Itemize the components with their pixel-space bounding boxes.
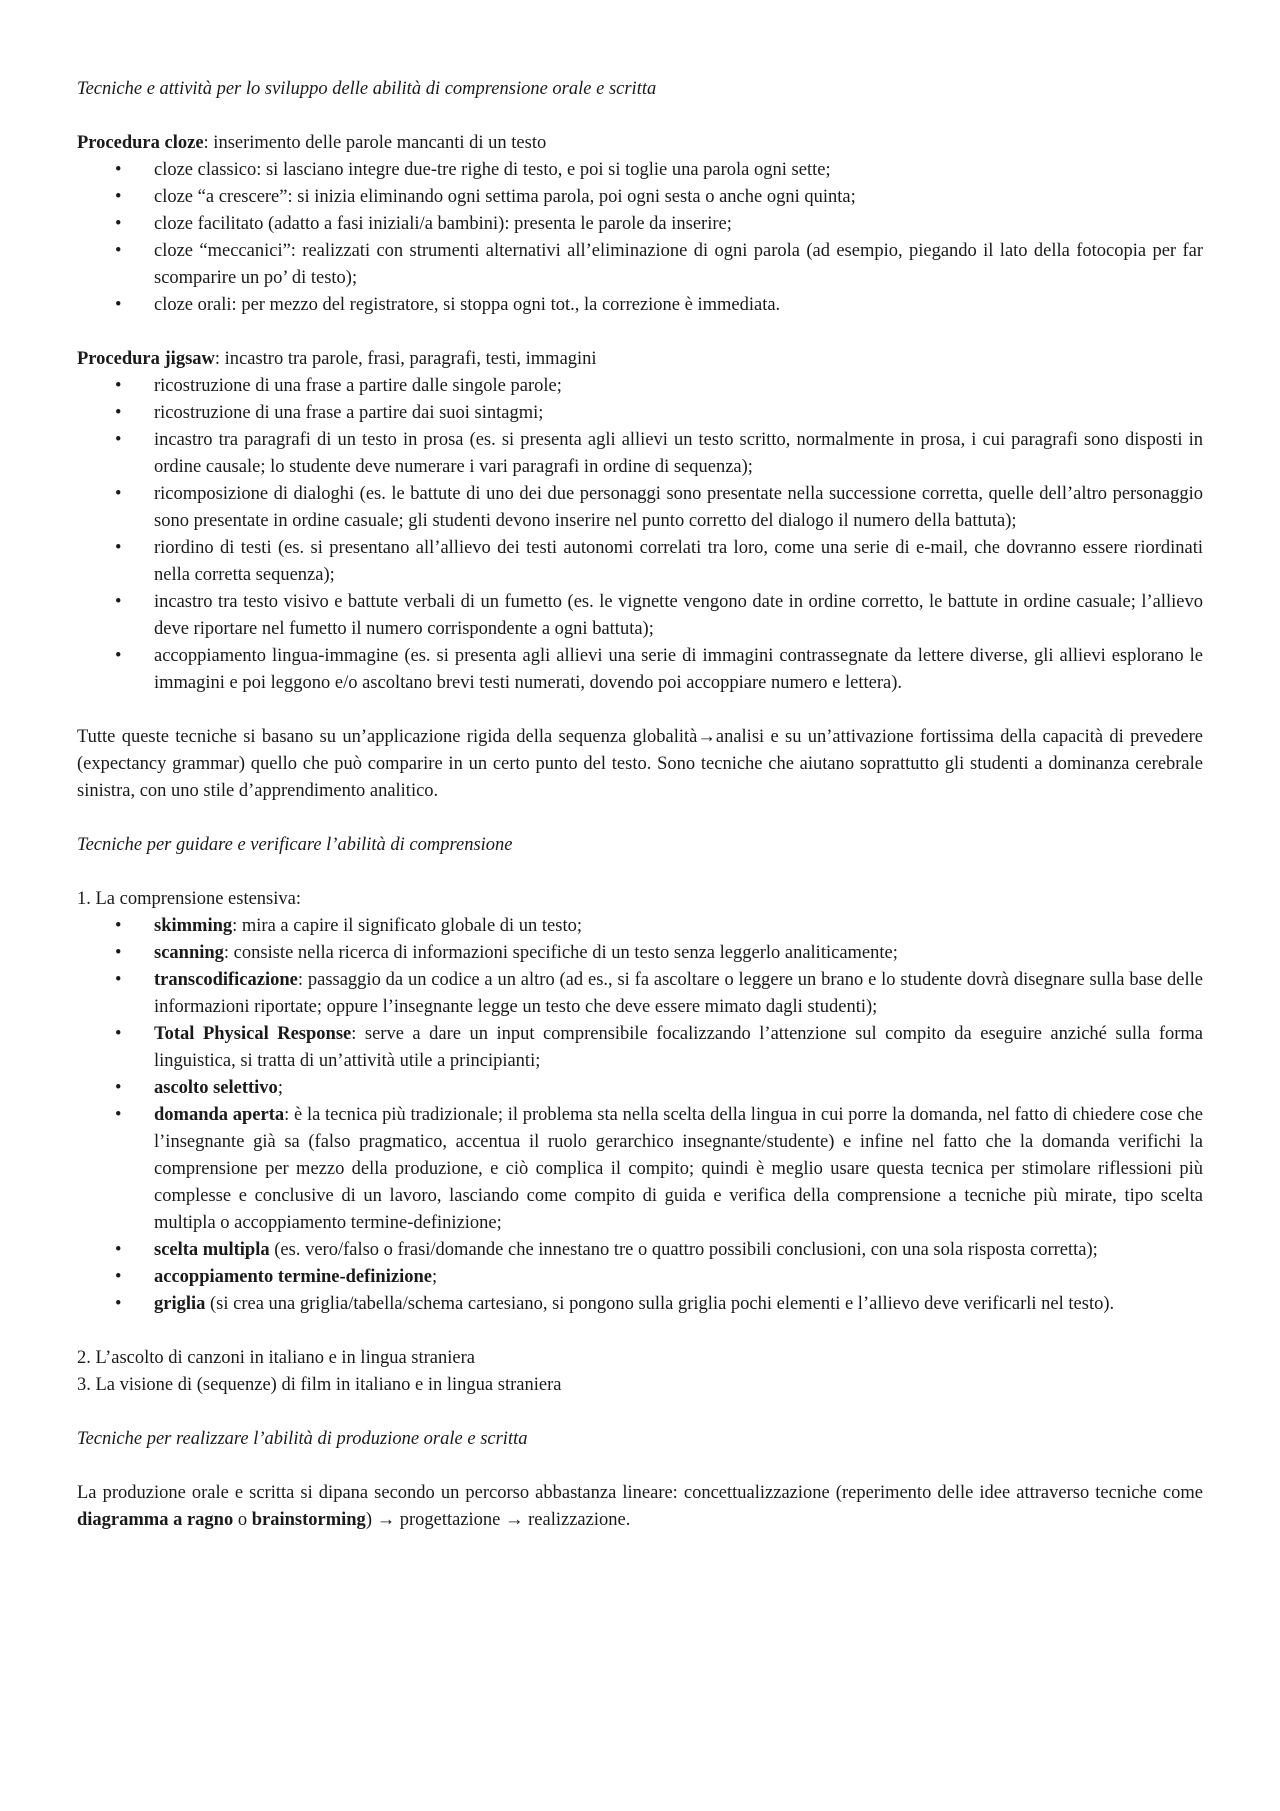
bullet-icon: • <box>115 376 122 396</box>
numbered-item-films: 3. La visione di (sequenze) di film in italiano e in lingua straniera <box>77 1375 562 1395</box>
bullet-icon: • <box>115 1105 122 1125</box>
cloze-heading-rest: : inserimento delle parole mancanti di un testo <box>203 133 547 153</box>
bullet-icon: • <box>115 295 122 315</box>
bullet-icon: • <box>115 538 122 558</box>
bullet-icon: • <box>115 592 122 612</box>
section-title-comprehension-techniques: Tecniche e attività per lo sviluppo delle abilità di comprensione orale e scritta <box>77 79 657 99</box>
list-item: • cloze facilitato (adatto a fasi iniziali/a bambini): presenta le parole da inserire; <box>77 211 1203 238</box>
bullet-icon: • <box>115 430 122 450</box>
list-item: • accoppiamento termine-definizione; <box>77 1264 1203 1291</box>
list-item: • incastro tra testo visivo e battute verbali di un fumetto (es. le vignette vengono date in ordine corretto, le battute in ordine casuale; l’allievo deve riportare nel fumetto il numero corrispondente a ogni battuta); <box>77 589 1203 643</box>
numbered-item-songs: 2. L’ascolto di canzoni in italiano e in lingua straniera <box>77 1348 475 1368</box>
bullet-icon: • <box>115 1078 122 1098</box>
list-item: • accoppiamento lingua-immagine (es. si presenta agli allievi una serie di immagini contrassegnate da lettere diverse, gli allievi esplorano le immagini e poi leggono e/o ascoltano brevi testi numerati, dovendo poi accoppiare numero e lettera). <box>77 643 1203 697</box>
list-item: • ricostruzione di una frase a partire dalle singole parole; <box>77 373 1203 400</box>
bullet-icon: • <box>115 1294 122 1314</box>
list-item: • incastro tra paragrafi di un testo in prosa (es. si presenta agli allievi un testo scritto, normalmente in prosa, i cui paragrafi sono disposti in ordine causale; lo studente deve numerare i vari paragrafi in ordine di sequenza); <box>77 427 1203 481</box>
list-item: • scelta multipla (es. vero/falso o frasi/domande che innestano tre o quattro possibili conclusioni, con una sola risposta corretta); <box>77 1237 1203 1264</box>
comprehension-technique-list <box>77 913 1203 1318</box>
jigsaw-heading-rest: : incastro tra parole, frasi, paragrafi, testi, immagini <box>214 349 597 369</box>
bullet-icon: • <box>115 484 122 504</box>
list-item: • cloze classico: si lasciano integre due-tre righe di testo, e poi si toglie una parola ogni sette; <box>77 157 1203 184</box>
section-title-guide-verify: Tecniche per guidare e verificare l’abilità di comprensione <box>77 835 513 855</box>
term-brainstorming: brainstorming <box>251 1510 366 1530</box>
bullet-icon: • <box>115 1267 122 1287</box>
bullet-icon: • <box>115 241 122 261</box>
summary-paragraph: Tutte queste tecniche si basano su un’applicazione rigida della sequenza globalità→analisi e su un’attivazione fortissima della capacità di prevedere (expectancy grammar) quello che può comparire in un certo punto del testo. Sono tecniche che aiutano soprattutto gli studenti a dominanza cerebrale sinistra, con uno stile d’apprendimento analitico. <box>77 727 1203 801</box>
list-item: • transcodificazione: passaggio da un codice a un altro (ad es., si fa ascoltare o leggere un brano e lo studente dovrà disegnare sulla base delle informazioni riportate; oppure l’insegnante legge un testo che deve essere mimato dagli studenti); <box>77 967 1203 1021</box>
jigsaw-heading <box>77 346 1203 373</box>
list-item: • skimming: mira a capire il significato globale di un testo; <box>77 913 1203 940</box>
section-title-production: Tecniche per realizzare l’abilità di produzione orale e scritta <box>77 1429 528 1449</box>
list-item: • riordino di testi (es. si presentano all’allievo dei testi autonomi correlati tra loro, come una serie di e-mail, che dovranno essere riordinati nella corretta sequenza); <box>77 535 1203 589</box>
term-spider-diagram: diagramma a ragno <box>77 1510 234 1530</box>
extensive-comprehension-intro: 1. La comprensione estensiva: <box>77 889 301 909</box>
list-item: • Total Physical Response: serve a dare un input comprensibile focalizzando l’attenzione sul compito da eseguire anziché sulla forma linguistica, si tratta di un’attività utile a principianti; <box>77 1021 1203 1075</box>
bullet-icon: • <box>115 646 122 666</box>
list-item: • ricomposizione di dialoghi (es. le battute di uno dei due personaggi sono presentate nella successione corretta, quelle dell’altro personaggio sono presentate in ordine casuale; gli studenti devono inserire nel punto corretto del dialogo il numero della battuta); <box>77 481 1203 535</box>
bullet-icon: • <box>115 160 122 180</box>
bullet-icon: • <box>115 214 122 234</box>
bullet-icon: • <box>115 916 122 936</box>
list-item: • cloze “a crescere”: si inizia eliminando ogni settima parola, poi ogni sesta o anche ogni quinta; <box>77 184 1203 211</box>
bullet-icon: • <box>115 970 122 990</box>
bullet-icon: • <box>115 187 122 207</box>
list-item: • griglia (si crea una griglia/tabella/schema cartesiano, si pongono sulla griglia pochi elementi e l’allievo deve verificarli nel testo). <box>77 1291 1203 1318</box>
list-item: • cloze orali: per mezzo del registratore, si stoppa ogni tot., la correzione è immediata. <box>77 292 1203 319</box>
list-item: • ricostruzione di una frase a partire dai suoi sintagmi; <box>77 400 1203 427</box>
cloze-list <box>77 157 1203 319</box>
list-item: • domanda aperta: è la tecnica più tradizionale; il problema sta nella scelta della lingua in cui porre la domanda, nel fatto di chiedere cose che l’insegnante già sa (falso pragmatico, accentua il ruolo gerarchico insegnante/studente) e infine nel fatto che la domanda verifichi la comprensione per mezzo della produzione, e ciò complica il compito; quindi è meglio usare questa tecnica per stimolare riflessioni più complesse e conclusive di un lavoro, lasciando come compito di guida e verifica della comprensione a tecniche più mirate, tipo scelta multipla o accoppiamento termine-definizione; <box>77 1102 1203 1237</box>
cloze-heading <box>77 130 1203 157</box>
jigsaw-heading-term: Procedura jigsaw <box>77 349 215 369</box>
list-item: • cloze “meccanici”: realizzati con strumenti alternativi all’eliminazione di ogni parola (ad esempio, piegando il lato della fotocopia per far scomparire un po’ di testo); <box>77 238 1203 292</box>
list-item: • ascolto selettivo; <box>77 1075 1203 1102</box>
cloze-heading-term: Procedura cloze <box>77 133 204 153</box>
production-paragraph: La produzione orale e scritta si dipana secondo un percorso abbastanza lineare: concettualizzazione (reperimento delle idee attraverso tecniche come diagramma a ragno o brainstorming) → progettazione → realizzazione. <box>77 1483 1203 1530</box>
bullet-icon: • <box>115 403 122 423</box>
list-item: • scanning: consiste nella ricerca di informazioni specifiche di un testo senza leggerlo analiticamente; <box>77 940 1203 967</box>
jigsaw-list <box>77 373 1203 697</box>
bullet-icon: • <box>115 1240 122 1260</box>
bullet-icon: • <box>115 943 122 963</box>
bullet-icon: • <box>115 1024 122 1044</box>
